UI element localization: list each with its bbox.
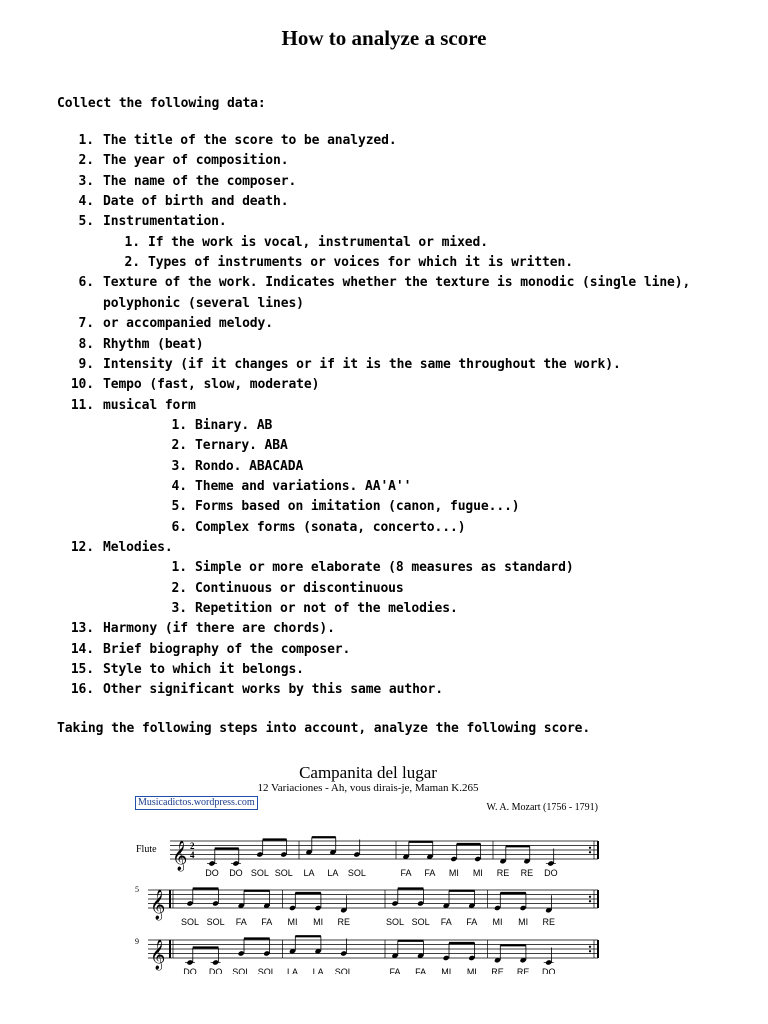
list-item-text: Forms based on imitation (canon, fugue...) xyxy=(195,499,520,515)
solfege-syllable: SOL xyxy=(347,868,366,878)
solfege-syllable: FA xyxy=(389,967,401,974)
solfege-syllable: MI xyxy=(441,967,452,974)
list-item-number: 4. xyxy=(171,478,187,494)
list-item-text: Instrumentation. xyxy=(103,214,227,230)
solfege-syllable: DO xyxy=(208,967,223,974)
solfege-syllable: FA xyxy=(235,917,247,927)
list-item-number: 3. xyxy=(78,173,94,189)
list-item-number: 1. xyxy=(124,234,140,250)
solfege-syllable: MI xyxy=(313,917,324,927)
list-item-text: Ternary. ABA xyxy=(195,438,288,454)
solfege-syllable: MI xyxy=(492,917,503,927)
list-item-number: 1. xyxy=(78,133,94,148)
list-item-number: 4. xyxy=(78,194,94,210)
solfege-syllable: SOL xyxy=(257,967,276,974)
intro-text: Collect the following data: xyxy=(57,96,266,111)
solfege-syllable: FA xyxy=(440,917,452,927)
list-item-text: Rondo. ABACADA xyxy=(195,458,304,474)
solfege-syllable: FA xyxy=(466,917,478,927)
repeat-dot xyxy=(589,851,591,853)
solfege-syllable: SOL xyxy=(250,868,269,878)
solfege-syllable: RE xyxy=(520,868,534,878)
list-item-number: 7. xyxy=(78,316,94,332)
list-item-text: Theme and variations. AA'A'' xyxy=(195,478,412,494)
score-composer: W. A. Mozart (1756 - 1791) xyxy=(486,802,598,813)
solfege-syllable: FA xyxy=(415,967,427,974)
repeat-dot xyxy=(589,847,591,849)
list-item-text: The title of the score to be analyzed. xyxy=(103,133,397,148)
list-item-number: 5. xyxy=(78,214,94,230)
list-item-text: or accompanied melody. xyxy=(103,316,273,332)
list-item-number: 15. xyxy=(70,662,94,678)
list-item-number: 2. xyxy=(124,255,140,271)
solfege-syllable: SOL xyxy=(274,868,293,878)
list-item-number: 3. xyxy=(171,601,187,617)
solfege-syllable: SOL xyxy=(334,967,353,974)
list-item-number: 13. xyxy=(70,621,94,637)
score-image xyxy=(128,760,608,974)
list-item-number: 12. xyxy=(70,540,94,555)
list-item-text: Brief biography of the composer. xyxy=(103,641,351,657)
list-item-text: Binary. AB xyxy=(195,417,273,433)
page-title: How to analyze a score xyxy=(281,26,487,50)
solfege-syllable: LA xyxy=(312,967,324,974)
solfege-syllable: LA xyxy=(303,868,315,878)
list-item-number: 8. xyxy=(78,336,94,352)
list-item-number: 9. xyxy=(78,356,94,372)
solfege-syllable: SOL xyxy=(180,917,200,927)
time-signature: 2 xyxy=(190,841,195,851)
list-item-text: Style to which it belongs. xyxy=(103,662,304,678)
instrument-label: Flute xyxy=(136,844,157,855)
source-link[interactable]: Musicadictos.wordpress.com xyxy=(135,796,258,810)
repeat-dot xyxy=(589,946,591,948)
treble-clef-icon: 𝄞 xyxy=(150,890,166,920)
solfege-syllable: DO xyxy=(544,868,558,878)
list-item-text: musical form xyxy=(103,397,196,413)
list-item-text: The name of the composer. xyxy=(103,173,297,189)
solfege-syllable: DO xyxy=(541,967,556,974)
score-title: Campanita del lugar xyxy=(299,763,437,782)
repeat-dot xyxy=(589,900,591,902)
solfege-syllable: LA xyxy=(286,967,299,974)
solfege-syllable: MI xyxy=(472,868,483,878)
measure-number: 5 xyxy=(135,885,139,894)
list-item-text: Texture of the work. Indicates whether the texture is monodic (single line), xyxy=(103,275,691,291)
list-item-number: 3. xyxy=(171,458,187,474)
list-item-number: 10. xyxy=(70,377,94,393)
list-item-number: 2. xyxy=(78,153,94,169)
solfege-syllable: DO xyxy=(229,868,243,878)
solfege-syllable: MI xyxy=(287,917,298,927)
list-item-number: 2. xyxy=(171,580,187,596)
list-item-text: Intensity (if it changes or if it is the same throughout the work). xyxy=(103,356,621,372)
list-item-number: 14. xyxy=(70,641,94,657)
list-item-text: Simple or more elaborate (8 measures as standard) xyxy=(195,560,574,576)
list-item-number: 1. xyxy=(171,560,187,576)
solfege-syllable: DO xyxy=(183,967,197,974)
list-item-text: Tempo (fast, slow, moderate) xyxy=(103,377,320,393)
list-item-text: Complex forms (sonata, concerto...) xyxy=(195,519,466,535)
solfege-syllable: RE xyxy=(516,967,530,974)
solfege-syllable: LA xyxy=(327,868,339,878)
solfege-syllable: RE xyxy=(496,868,510,878)
list-item-number: 6. xyxy=(78,275,94,291)
solfege-syllable: DO xyxy=(205,868,219,878)
measure-number: 9 xyxy=(135,937,139,946)
list-item-number: 16. xyxy=(70,682,94,698)
treble-clef-icon: 𝄞 xyxy=(172,841,188,871)
solfege-syllable: FA xyxy=(400,868,412,878)
instruction-text: Taking the following steps into account, analyze the following score. xyxy=(57,721,591,736)
repeat-dot xyxy=(589,896,591,898)
list-item-number: 2. xyxy=(171,438,187,454)
solfege-syllable: MI xyxy=(466,967,477,974)
list-item-text: Harmony (if there are chords). xyxy=(103,621,335,637)
repeat-dot xyxy=(589,950,591,952)
score-subtitle: 12 Variaciones - Ah, vous dirais-je, Maman K.265 xyxy=(257,782,479,794)
solfege-syllable: RE xyxy=(491,967,504,974)
time-signature: 4 xyxy=(190,850,195,860)
list-item-text: polyphonic (several lines) xyxy=(103,295,304,311)
solfege-syllable: SOL xyxy=(232,967,251,974)
list-item-number: 6. xyxy=(171,519,187,535)
list-item-text: Types of instruments or voices for which it is written. xyxy=(148,255,573,271)
solfege-syllable: SOL xyxy=(411,917,430,927)
treble-clef-icon: 𝄞 xyxy=(150,940,166,970)
list-item-text: Repetition or not of the melodies. xyxy=(195,601,458,617)
list-item-text: Rhythm (beat) xyxy=(103,336,204,352)
solfege-syllable: FA xyxy=(424,868,436,878)
list-item-text: Other significant works by this same author. xyxy=(103,682,443,698)
solfege-syllable: MI xyxy=(518,917,529,927)
solfege-syllable: SOL xyxy=(385,917,405,927)
solfege-syllable: SOL xyxy=(206,917,225,927)
list-item-text: Date of birth and death. xyxy=(103,194,289,210)
list-item-text: Melodies. xyxy=(103,540,173,555)
list-item-number: 5. xyxy=(171,499,187,515)
solfege-syllable: FA xyxy=(261,917,273,927)
list-item-text: If the work is vocal, instrumental or mixed. xyxy=(148,234,488,250)
list-item-number: 1. xyxy=(171,417,187,433)
solfege-syllable: RE xyxy=(542,917,555,927)
list-item-text: The year of composition. xyxy=(103,153,289,169)
solfege-syllable: MI xyxy=(448,868,459,878)
list-item-text: Continuous or discontinuous xyxy=(195,580,404,596)
list-item-number: 11. xyxy=(70,397,94,413)
solfege-syllable: RE xyxy=(337,917,350,927)
